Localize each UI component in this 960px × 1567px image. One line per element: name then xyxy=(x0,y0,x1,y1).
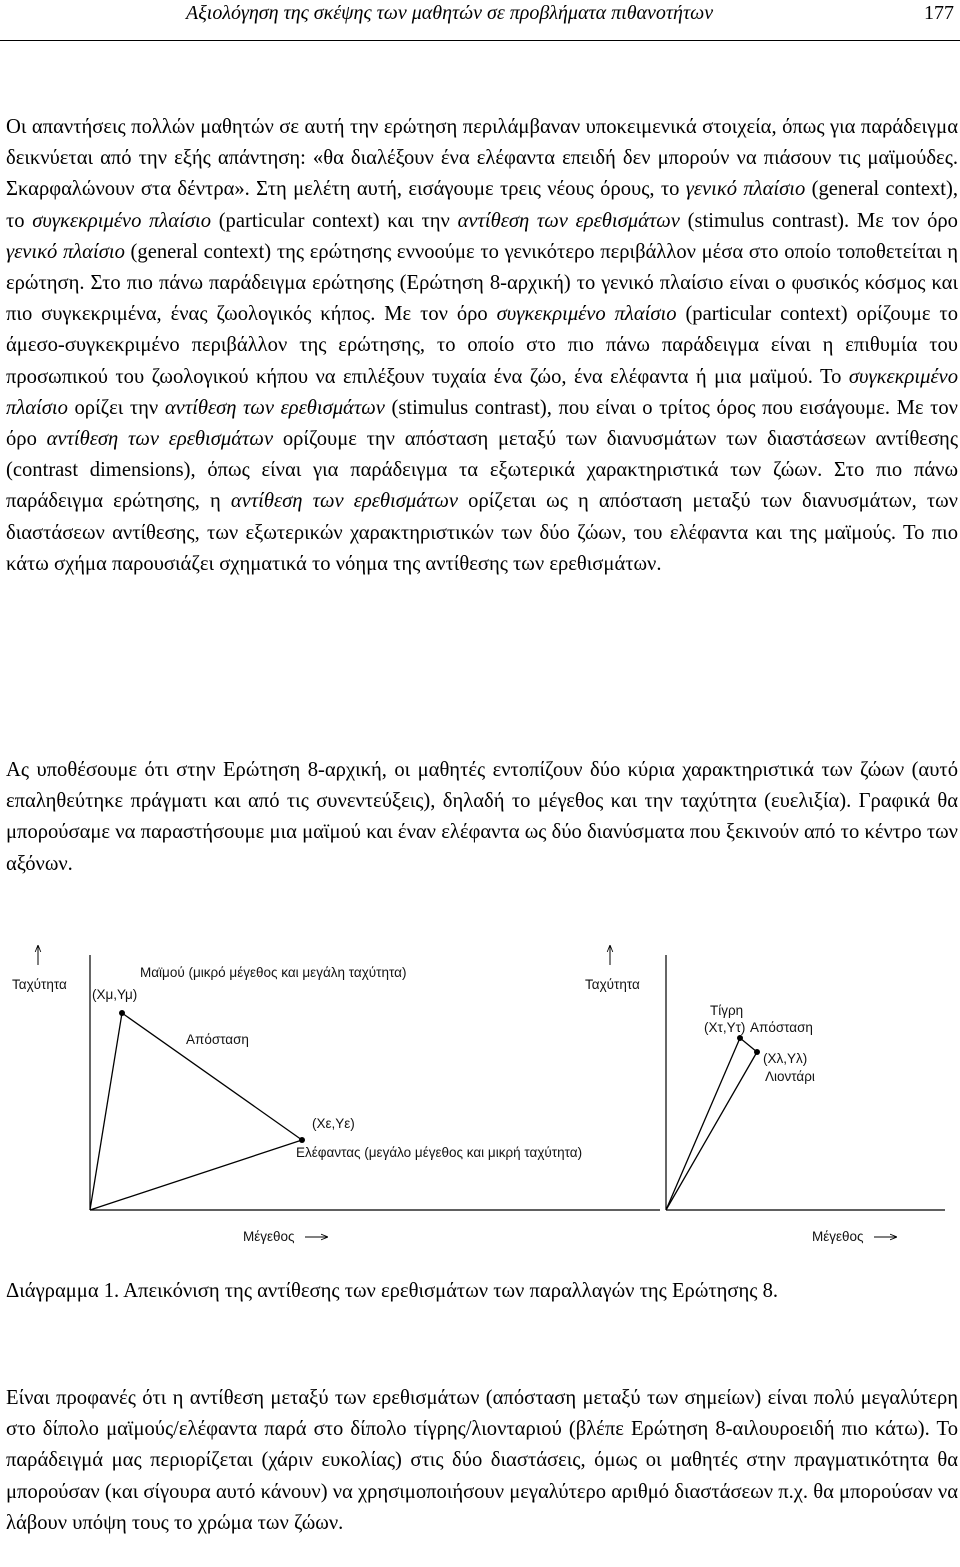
paragraph-conclusion: Είναι προφανές ότι η αντίθεση μεταξύ των ερεθισμάτων (απόσταση μεταξύ των σημείων) είναι πολύ μεγαλύτερη στο δίπολο μαϊμούς/ελέφαντα παρά στο δίπολο τίγρης/λιονταριού (βλέπε Ερώτηση 8-αιλουροειδή πιο κάτω). Το παράδειγμά μας περιορίζεται (χάριν ευκολίας) στις δύο διαστάσεις, όμως οι μαθητές στην πραγματικότητα θα μπορούσαν (και σίγουρα αυτό κάνουν) να χρησιμοποιήσουν μεγαλύτερο αριθμό διαστάσεων π.χ. θα μπορούσαν να λάβουν υπόψη τους το χρώμα των ζώων. xyxy=(6,1387,958,1534)
figure-caption: Διάγραμμα 1. Απεικόνιση της αντίθεσης των ερεθισμάτων των παραλλαγών της Ερώτησης 8. xyxy=(6,1280,779,1302)
paragraph-terms: Οι απαντήσεις πολλών μαθητών σε αυτή την ερώτηση περιλάμβαναν υποκειμενικά στοιχεία, όπως για παράδειγμα δεικνύεται από την εξής απάντηση: «θα διαλέξουν ένα ελέφαντα επειδή δεν μπορούν να πιάσουν τις μαϊμούδες. Σκαρφαλώνουν στα δέντρα». Στη μελέτη αυτή, εισάγουμε τρεις νέους όρους, το γενικό πλαίσιο (general context), το συγκεκριμένο πλαίσιο (particular context) και την αντίθεση των ερεθισμάτων (stimulus contrast). Με τον όρο γενικό πλαίσιο (general context) της ερώτησης εννοούμε το γενικότερο περιβάλλον μέσα στο οποίο τοποθετείται η ερώτηση. Στο πιο πάνω παράδειγμα ερώτησης (Ερώτηση 8-αρχική) το γενικό πλαίσιο είναι ο φυσικός κόσμος και πιο συγκεκριμένα, ένας ζωολογικός κήπος. Με τον όρο συγκεκριμένο πλαίσιο (particular context) ορίζουμε το άμεσο-συγκεκριμένο περιβάλλον της ερώτησης, το οποίο στο πιο πάνω παράδειγμα είναι η επιθυμία του προσωπικού του ζωολογικού κήπου να επιλέξουν τυχαία ένα ζώο, ένα ελέφαντα ή μια μαϊμού. Το συγκεκριμένο πλαίσιο ορίζει την αντίθεση των ερεθισμάτων (stimulus contrast), που είναι ο τρίτος όρος που εισάγουμε. Με τον όρο αντίθεση των ερεθισμάτων ορίζουμε την απόσταση μεταξύ των διανυσμάτων των διαστάσεων αντίθεσης (contrast dimensions), όπως είναι για παράδειγμα τα εξωτερικά χαρακτηριστικά των ζώων. Στο πιο πάνω παράδειγμα ερώτησης, η αντίθεση των ερεθισμάτων ορίζεται ως η απόσταση μεταξύ των διανυσμάτων, των διαστάσεων αντίθεσης, των εξωτερικών χαρακτηριστικών των δύο ζώων, του ελέφαντα και της μαϊμούς. Το πιο κάτω σχήμα παρουσιάζει σχηματικά το νόημα της αντίθεσης των ερεθισμάτων. xyxy=(6,116,958,575)
elephant-point-label: (Χε,Υε) xyxy=(312,1116,355,1131)
distance-label: Απόσταση xyxy=(186,1032,249,1047)
y-axis-label: Ταχύτητα xyxy=(12,977,67,992)
stimulus-contrast-diagram xyxy=(0,935,960,1255)
monkey-description: Μαϊμού (μικρό μέγεθος και μεγάλη ταχύτητα) xyxy=(140,965,407,980)
distance-label: Απόσταση xyxy=(750,1020,813,1035)
tiger-point-label: (Χτ,Υτ) xyxy=(704,1020,746,1035)
x-axis-label: Μέγεθος xyxy=(812,1229,864,1244)
lion-label: Λιοντάρι xyxy=(765,1069,815,1084)
elephant-vector xyxy=(90,1140,302,1210)
y-axis-label: Ταχύτητα xyxy=(585,977,640,992)
running-title: Αξιολόγηση της σκέψης των μαθητών σε προβλήματα πιθανοτήτων xyxy=(186,2,714,24)
monkey-point-label: (Χμ,Υμ) xyxy=(92,987,138,1002)
left-panel xyxy=(12,945,660,1244)
monkey-vector xyxy=(90,1013,122,1210)
tiger-vector xyxy=(666,1038,740,1210)
lion-point-label: (Χλ,Υλ) xyxy=(763,1051,808,1066)
elephant-description: Ελέφαντας (μεγάλο μέγεθος και μικρή ταχύτητα) xyxy=(296,1145,583,1160)
elephant-point xyxy=(299,1137,305,1143)
page-header xyxy=(0,0,960,41)
page-number: 177 xyxy=(924,2,954,24)
right-panel xyxy=(585,945,945,1244)
distance-line xyxy=(740,1038,757,1052)
x-axis-label: Μέγεθος xyxy=(243,1229,295,1244)
paragraph-assumption: Ας υποθέσουμε ότι στην Ερώτηση 8-αρχική, οι μαθητές εντοπίζουν δύο κύρια χαρακτηριστικά των ζώων (αυτό επαληθεύτηκε πράγματι και από τις συνεντεύξεις), δηλαδή το μέγεθος και την ταχύτητα (ευελιξία). Γραφικά θα μπορούσαμε να παραστήσουμε μια μαϊμού και έναν ελέφαντα ως δύο διανύσματα που ξεκινούν από το κέντρο των αξόνων. xyxy=(6,759,958,875)
lion-vector xyxy=(666,1052,757,1210)
tiger-label: Τίγρη xyxy=(710,1003,744,1018)
